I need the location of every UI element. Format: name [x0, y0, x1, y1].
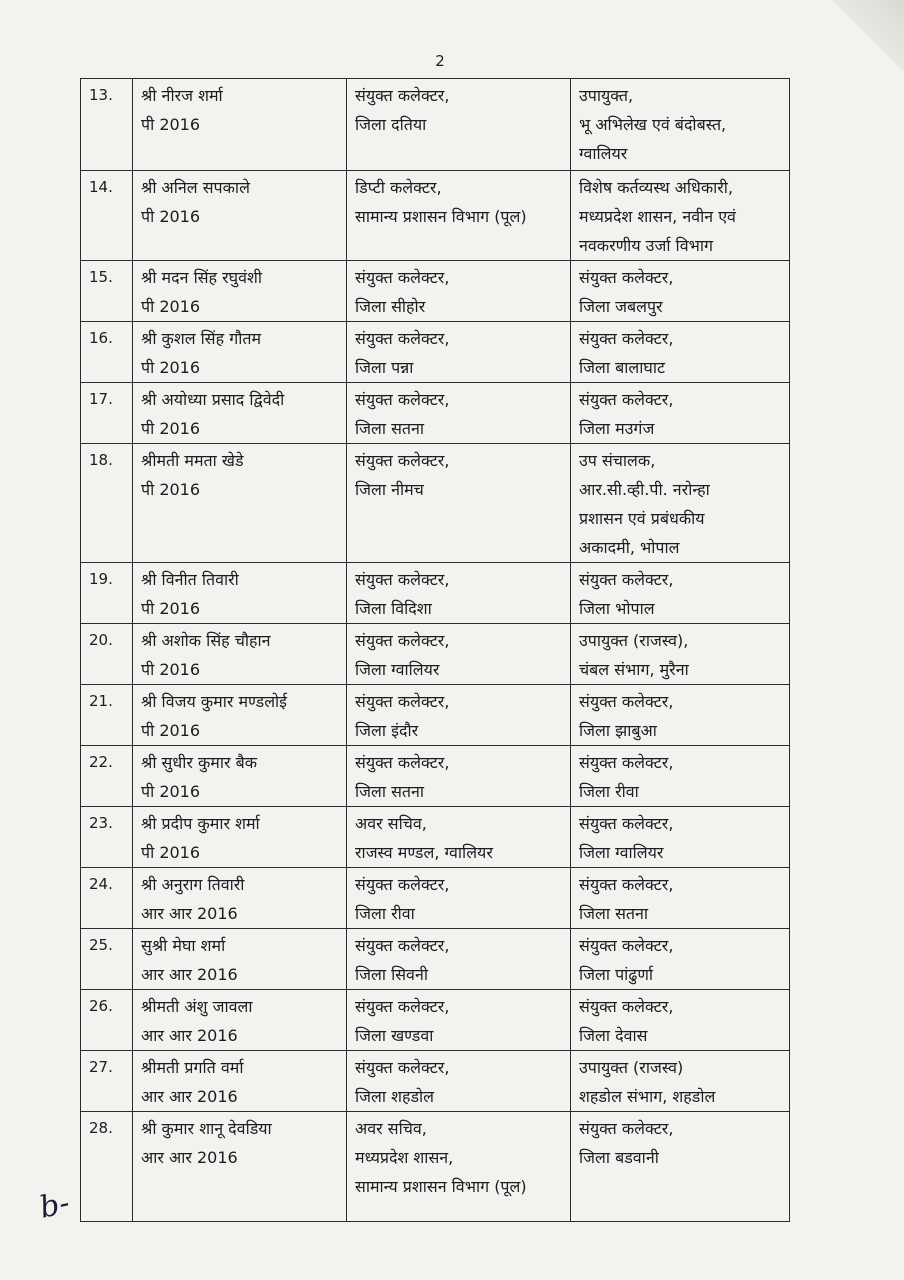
- officer-cell: [133, 685, 347, 746]
- officer-cell: [133, 261, 347, 322]
- current-posting-cell: [347, 746, 571, 807]
- current-posting-cell: [347, 685, 571, 746]
- current-posting-cell: [347, 79, 571, 171]
- officer-cell: [133, 444, 347, 563]
- officer-batch: पी 2016: [141, 599, 201, 618]
- current-posting-line: जिला सिवनी: [355, 965, 428, 984]
- new-posting-line: संयुक्त कलेक्टर,: [579, 329, 674, 348]
- new-posting-line: जिला देवास: [579, 1026, 648, 1045]
- current-posting-line: संयुक्त कलेक्टर,: [355, 86, 450, 105]
- current-posting-line: जिला पन्ना: [355, 358, 414, 377]
- new-posting-cell: [571, 322, 790, 383]
- new-posting-line: संयुक्त कलेक्टर,: [579, 390, 674, 409]
- current-posting-line: जिला ग्वालियर: [355, 660, 440, 679]
- current-posting-line: जिला सतना: [355, 782, 425, 801]
- new-posting-line: मध्यप्रदेश शासन, नवीन एवं: [579, 207, 736, 226]
- new-posting-cell: [571, 868, 790, 929]
- table-row: [81, 685, 790, 746]
- officer-name: श्रीमती अंशु जावला: [141, 997, 253, 1016]
- officer-name: श्रीमती प्रगति वर्मा: [141, 1058, 244, 1077]
- current-posting-cell: [347, 807, 571, 868]
- new-posting-line: संयुक्त कलेक्टर,: [579, 814, 674, 833]
- new-posting-line: विशेष कर्तव्यस्थ अधिकारी,: [579, 178, 734, 197]
- serial-number-cell: 13.: [81, 79, 133, 171]
- current-posting-line: संयुक्त कलेक्टर,: [355, 451, 450, 470]
- table-row: [81, 563, 790, 624]
- current-posting-cell: [347, 990, 571, 1051]
- page-number: 2: [435, 52, 445, 70]
- new-posting-line: उप संचालक,: [579, 451, 656, 470]
- table-row: [81, 868, 790, 929]
- officer-batch: आर आर 2016: [141, 965, 238, 984]
- current-posting-cell: [347, 261, 571, 322]
- transfer-table: [80, 78, 790, 1222]
- new-posting-line: जिला झाबुआ: [579, 721, 657, 740]
- table-row: [81, 322, 790, 383]
- serial-number-cell: 20.: [81, 624, 133, 685]
- officer-name: श्री कुमार शानू देवडिया: [141, 1119, 272, 1138]
- officer-name: श्री अनुराग तिवारी: [141, 875, 245, 894]
- new-posting-line: जिला बडवानी: [579, 1148, 659, 1167]
- officer-name: श्री मदन सिंह रघुवंशी: [141, 268, 263, 287]
- new-posting-cell: [571, 563, 790, 624]
- new-posting-line: जिला सतना: [579, 904, 649, 923]
- officer-batch: पी 2016: [141, 721, 201, 740]
- current-posting-line: जिला सतना: [355, 419, 425, 438]
- officer-cell: [133, 868, 347, 929]
- current-posting-cell: [347, 1112, 571, 1222]
- current-posting-cell: [347, 171, 571, 261]
- current-posting-cell: [347, 563, 571, 624]
- table-row: [81, 383, 790, 444]
- new-posting-cell: [571, 261, 790, 322]
- serial-number-cell: 22.: [81, 746, 133, 807]
- new-posting-line: भू अभिलेख एवं बंदोबस्त,: [579, 115, 727, 134]
- table-row: [81, 79, 790, 171]
- officer-name: श्री कुशल सिंह गौतम: [141, 329, 262, 348]
- officer-name: श्री नीरज शर्मा: [141, 86, 223, 105]
- current-posting-line: संयुक्त कलेक्टर,: [355, 631, 450, 650]
- new-posting-line: जिला मउगंज: [579, 419, 655, 438]
- serial-number-cell: 14.: [81, 171, 133, 261]
- table-row: [81, 807, 790, 868]
- serial-number-cell: 15.: [81, 261, 133, 322]
- new-posting-line: संयुक्त कलेक्टर,: [579, 753, 674, 772]
- new-posting-line: जिला बालाघाट: [579, 358, 666, 377]
- officer-cell: [133, 79, 347, 171]
- new-posting-line: उपायुक्त (राजस्व): [579, 1058, 684, 1077]
- current-posting-cell: [347, 383, 571, 444]
- new-posting-line: संयुक्त कलेक्टर,: [579, 1119, 674, 1138]
- officer-batch: पी 2016: [141, 843, 201, 862]
- new-posting-cell: [571, 171, 790, 261]
- transfer-table-body: [81, 79, 790, 1222]
- new-posting-line: संयुक्त कलेक्टर,: [579, 936, 674, 955]
- officer-cell: [133, 990, 347, 1051]
- new-posting-cell: [571, 746, 790, 807]
- officer-name: श्रीमती ममता खेडे: [141, 451, 244, 470]
- officer-name: श्री प्रदीप कुमार शर्मा: [141, 814, 260, 833]
- current-posting-line: जिला विदिशा: [355, 599, 432, 618]
- new-posting-cell: [571, 1112, 790, 1222]
- new-posting-line: नवकरणीय उर्जा विभाग: [579, 236, 713, 255]
- table-row: [81, 1112, 790, 1222]
- current-posting-line: अवर सचिव,: [355, 1119, 427, 1138]
- officer-batch: पी 2016: [141, 782, 201, 801]
- current-posting-line: जिला रीवा: [355, 904, 415, 923]
- current-posting-line: संयुक्त कलेक्टर,: [355, 997, 450, 1016]
- current-posting-cell: [347, 624, 571, 685]
- officer-name: श्री विनीत तिवारी: [141, 570, 239, 589]
- officer-batch: पी 2016: [141, 207, 201, 226]
- serial-number-cell: 23.: [81, 807, 133, 868]
- new-posting-cell: [571, 383, 790, 444]
- current-posting-line: जिला सीहोर: [355, 297, 426, 316]
- new-posting-line: जिला पांढुर्णा: [579, 965, 654, 984]
- current-posting-line: मध्यप्रदेश शासन,: [355, 1148, 454, 1167]
- new-posting-line: संयुक्त कलेक्टर,: [579, 570, 674, 589]
- officer-batch: पी 2016: [141, 297, 201, 316]
- officer-cell: [133, 746, 347, 807]
- serial-number-cell: 21.: [81, 685, 133, 746]
- current-posting-line: डिप्टी कलेक्टर,: [355, 178, 442, 197]
- officer-name: सुश्री मेघा शर्मा: [141, 936, 226, 955]
- officer-cell: [133, 171, 347, 261]
- serial-number-cell: 26.: [81, 990, 133, 1051]
- new-posting-cell: [571, 624, 790, 685]
- officer-name: श्री अनिल सपकाले: [141, 178, 250, 197]
- new-posting-line: जिला भोपाल: [579, 599, 655, 618]
- serial-number-cell: 17.: [81, 383, 133, 444]
- officer-batch: पी 2016: [141, 115, 201, 134]
- current-posting-cell: [347, 444, 571, 563]
- current-posting-line: जिला नीमच: [355, 480, 424, 499]
- current-posting-line: जिला दतिया: [355, 115, 427, 134]
- current-posting-line: अवर सचिव,: [355, 814, 427, 833]
- new-posting-line: संयुक्त कलेक्टर,: [579, 997, 674, 1016]
- new-posting-cell: [571, 685, 790, 746]
- table-row: [81, 171, 790, 261]
- current-posting-line: संयुक्त कलेक्टर,: [355, 875, 450, 894]
- table-row: [81, 746, 790, 807]
- new-posting-cell: [571, 929, 790, 990]
- new-posting-line: उपायुक्त,: [579, 86, 634, 105]
- officer-batch: पी 2016: [141, 358, 201, 377]
- new-posting-line: आर.सी.व्ही.पी. नरोन्हा: [579, 480, 710, 499]
- officer-name: श्री विजय कुमार मण्डलोई: [141, 692, 288, 711]
- current-posting-line: संयुक्त कलेक्टर,: [355, 268, 450, 287]
- serial-number-cell: 18.: [81, 444, 133, 563]
- new-posting-cell: [571, 444, 790, 563]
- new-posting-line: शहडोल संभाग, शहडोल: [579, 1087, 716, 1106]
- officer-batch: आर आर 2016: [141, 904, 238, 923]
- new-posting-line: जिला ग्वालियर: [579, 843, 664, 862]
- officer-batch: आर आर 2016: [141, 1148, 238, 1167]
- current-posting-line: संयुक्त कलेक्टर,: [355, 692, 450, 711]
- new-posting-line: जिला रीवा: [579, 782, 639, 801]
- serial-number-cell: 28.: [81, 1112, 133, 1222]
- current-posting-line: संयुक्त कलेक्टर,: [355, 329, 450, 348]
- serial-number-cell: 19.: [81, 563, 133, 624]
- new-posting-line: प्रशासन एवं प्रबंधकीय: [579, 509, 705, 528]
- officer-name: श्री अयोध्या प्रसाद द्विवेदी: [141, 390, 285, 409]
- officer-batch: आर आर 2016: [141, 1026, 238, 1045]
- new-posting-line: ग्वालियर: [579, 144, 628, 163]
- current-posting-cell: [347, 1051, 571, 1112]
- officer-cell: [133, 322, 347, 383]
- officer-cell: [133, 807, 347, 868]
- current-posting-line: जिला खण्डवा: [355, 1026, 434, 1045]
- officer-batch: आर आर 2016: [141, 1087, 238, 1106]
- table-row: [81, 261, 790, 322]
- current-posting-line: संयुक्त कलेक्टर,: [355, 936, 450, 955]
- current-posting-line: संयुक्त कलेक्टर,: [355, 390, 450, 409]
- new-posting-cell: [571, 1051, 790, 1112]
- new-posting-line: चंबल संभाग, मुरैना: [579, 660, 689, 679]
- new-posting-line: उपायुक्त (राजस्व),: [579, 631, 689, 650]
- current-posting-line: सामान्य प्रशासन विभाग (पूल): [355, 1177, 527, 1196]
- table-row: [81, 1051, 790, 1112]
- new-posting-line: जिला जबलपुर: [579, 297, 663, 316]
- officer-cell: [133, 624, 347, 685]
- table-row: [81, 624, 790, 685]
- officer-name: श्री सुधीर कुमार बैक: [141, 753, 258, 772]
- table-row: [81, 990, 790, 1051]
- officer-cell: [133, 563, 347, 624]
- current-posting-cell: [347, 322, 571, 383]
- current-posting-cell: [347, 868, 571, 929]
- serial-number-cell: 27.: [81, 1051, 133, 1112]
- officer-batch: पी 2016: [141, 660, 201, 679]
- officer-cell: [133, 383, 347, 444]
- officer-cell: [133, 929, 347, 990]
- serial-number-cell: 16.: [81, 322, 133, 383]
- new-posting-line: संयुक्त कलेक्टर,: [579, 875, 674, 894]
- new-posting-line: संयुक्त कलेक्टर,: [579, 268, 674, 287]
- table-row: [81, 444, 790, 563]
- new-posting-cell: [571, 79, 790, 171]
- officer-cell: [133, 1112, 347, 1222]
- serial-number-cell: 24.: [81, 868, 133, 929]
- current-posting-line: संयुक्त कलेक्टर,: [355, 570, 450, 589]
- officer-batch: पी 2016: [141, 419, 201, 438]
- serial-number-cell: 25.: [81, 929, 133, 990]
- current-posting-line: जिला शहडोल: [355, 1087, 435, 1106]
- current-posting-line: जिला इंदौर: [355, 721, 419, 740]
- new-posting-cell: [571, 807, 790, 868]
- officer-cell: [133, 1051, 347, 1112]
- current-posting-line: संयुक्त कलेक्टर,: [355, 1058, 450, 1077]
- current-posting-line: राजस्व मण्डल, ग्वालियर: [355, 843, 493, 862]
- current-posting-line: संयुक्त कलेक्टर,: [355, 753, 450, 772]
- new-posting-line: संयुक्त कलेक्टर,: [579, 692, 674, 711]
- table-row: [81, 929, 790, 990]
- signature-mark: b-: [36, 1185, 73, 1226]
- current-posting-line: सामान्य प्रशासन विभाग (पूल): [355, 207, 527, 226]
- officer-name: श्री अशोक सिंह चौहान: [141, 631, 271, 650]
- current-posting-cell: [347, 929, 571, 990]
- officer-batch: पी 2016: [141, 480, 201, 499]
- new-posting-line: अकादमी, भोपाल: [579, 538, 680, 557]
- new-posting-cell: [571, 990, 790, 1051]
